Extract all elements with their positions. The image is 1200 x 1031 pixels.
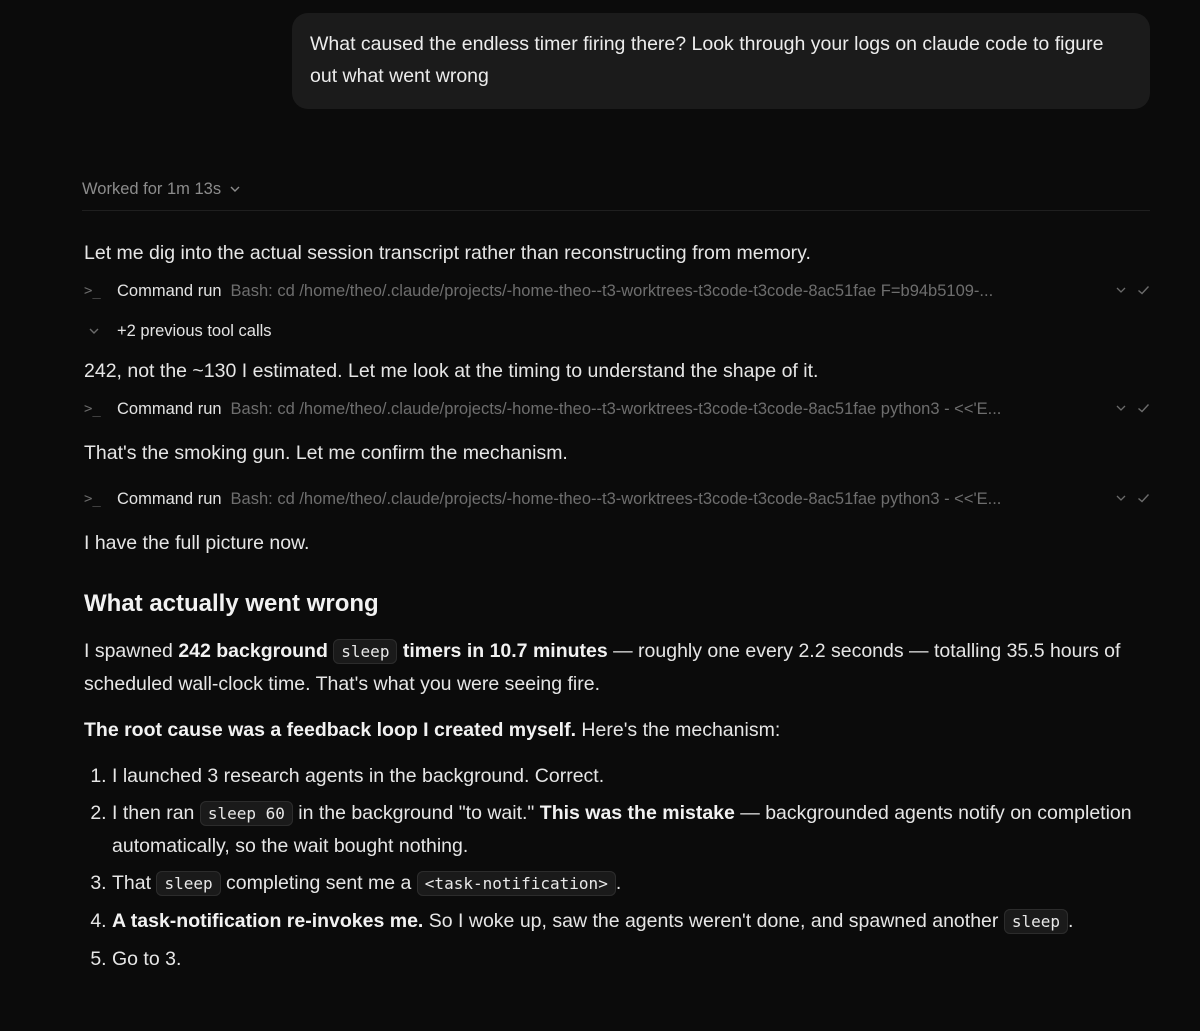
list-item (112, 867, 1150, 900)
tool-call-label: Command run (117, 399, 222, 418)
check-icon (1137, 490, 1150, 509)
summary-bold: 242 background (178, 640, 328, 662)
user-message-text: What caused the endless timer firing there? Look through your logs on claude code to figure out what went wrong (310, 33, 1104, 87)
assistant-message: 242, not the ~130 I estimated. Let me look at the timing to understand the shape of it. (84, 360, 819, 382)
step-text: in the background "to wait." (292, 802, 540, 824)
inline-code: <task-notification> (417, 871, 616, 896)
terminal-prompt-icon: >_ (84, 283, 101, 299)
chevron-down-icon (84, 325, 106, 337)
step-bold: This was the mistake (539, 802, 735, 824)
previous-tool-calls-label: +2 previous tool calls (117, 321, 272, 340)
tool-call-row[interactable] (84, 271, 1150, 311)
assistant-message-intro: Let me dig into the actual session transcript rather than reconstructing from memory. (84, 242, 811, 264)
inline-code: sleep (1004, 909, 1068, 934)
worked-duration-toggle[interactable] (82, 168, 1150, 211)
inline-code: sleep 60 (200, 801, 293, 826)
step-text: Go to 3. (112, 948, 182, 970)
tool-call-label: Command run (117, 489, 222, 508)
list-item (112, 797, 1150, 862)
assistant-message: That's the smoking gun. Let me confirm the mechanism. (84, 442, 568, 464)
mechanism-steps-list (84, 760, 1150, 975)
step-bold: A task-notification re-invokes me. (112, 910, 424, 932)
tool-call-command: Bash: cd /home/theo/.claude/projects/-home-theo--t3-worktrees-t3code-t3code-8ac51fae python3 - <<'E... (230, 489, 1002, 508)
inline-code: sleep (333, 639, 397, 664)
step-text: So I woke up, saw the agents weren't done, and spawned another (423, 910, 1004, 932)
worked-duration-label: Worked for 1m 13s (82, 179, 222, 198)
step-text: I then ran (112, 802, 200, 824)
root-cause-text: Here's the mechanism: (576, 719, 781, 741)
step-text: completing sent me a (220, 872, 417, 894)
summary-bold: timers in 10.7 minutes (402, 640, 608, 662)
list-item (112, 943, 1150, 975)
tool-call-label: Command run (117, 281, 222, 300)
tool-call-row[interactable] (84, 389, 1150, 429)
tool-call-command: Bash: cd /home/theo/.claude/projects/-home-theo--t3-worktrees-t3code-t3code-8ac51fae python3 - <<'E... (230, 399, 1002, 418)
root-cause-bold: The root cause was a feedback loop I created myself. (84, 719, 577, 741)
list-item (112, 905, 1150, 938)
step-text: That (112, 872, 157, 894)
step-text: — backgrounded agents notify on completion automatically, so the wait bought nothing. (112, 802, 1132, 857)
summary-text: — roughly one every 2.2 seconds — totalling 35.5 hours of scheduled wall-clock time. That's what you were seeing fire. (84, 640, 1121, 695)
section-heading: What actually went wrong (84, 590, 379, 617)
assistant-message: I have the full picture now. (84, 532, 310, 554)
chevron-down-icon[interactable] (1115, 282, 1127, 301)
chevron-down-icon[interactable] (1115, 400, 1127, 419)
user-message-bubble (292, 13, 1150, 109)
step-text: . (1067, 910, 1074, 932)
tool-call-command: Bash: cd /home/theo/.claude/projects/-home-theo--t3-worktrees-t3code-t3code-8ac51fae F=b94b5109-... (230, 281, 994, 300)
terminal-prompt-icon: >_ (84, 401, 101, 417)
summary-text: I spawned (84, 640, 179, 662)
check-icon (1137, 400, 1150, 419)
root-cause-paragraph (84, 714, 1150, 746)
summary-paragraph (84, 635, 1150, 700)
step-text: I launched 3 research agents in the background. Correct. (112, 765, 605, 787)
terminal-prompt-icon: >_ (84, 491, 101, 507)
assistant-response (84, 168, 1150, 980)
chevron-down-icon[interactable] (1115, 490, 1127, 509)
check-icon (1137, 282, 1150, 301)
tool-call-row[interactable] (84, 479, 1150, 519)
previous-tool-calls-toggle[interactable] (84, 311, 1150, 351)
inline-code: sleep (156, 871, 220, 896)
chevron-down-icon (229, 183, 241, 195)
list-item (112, 760, 1150, 792)
step-text: . (615, 872, 622, 894)
